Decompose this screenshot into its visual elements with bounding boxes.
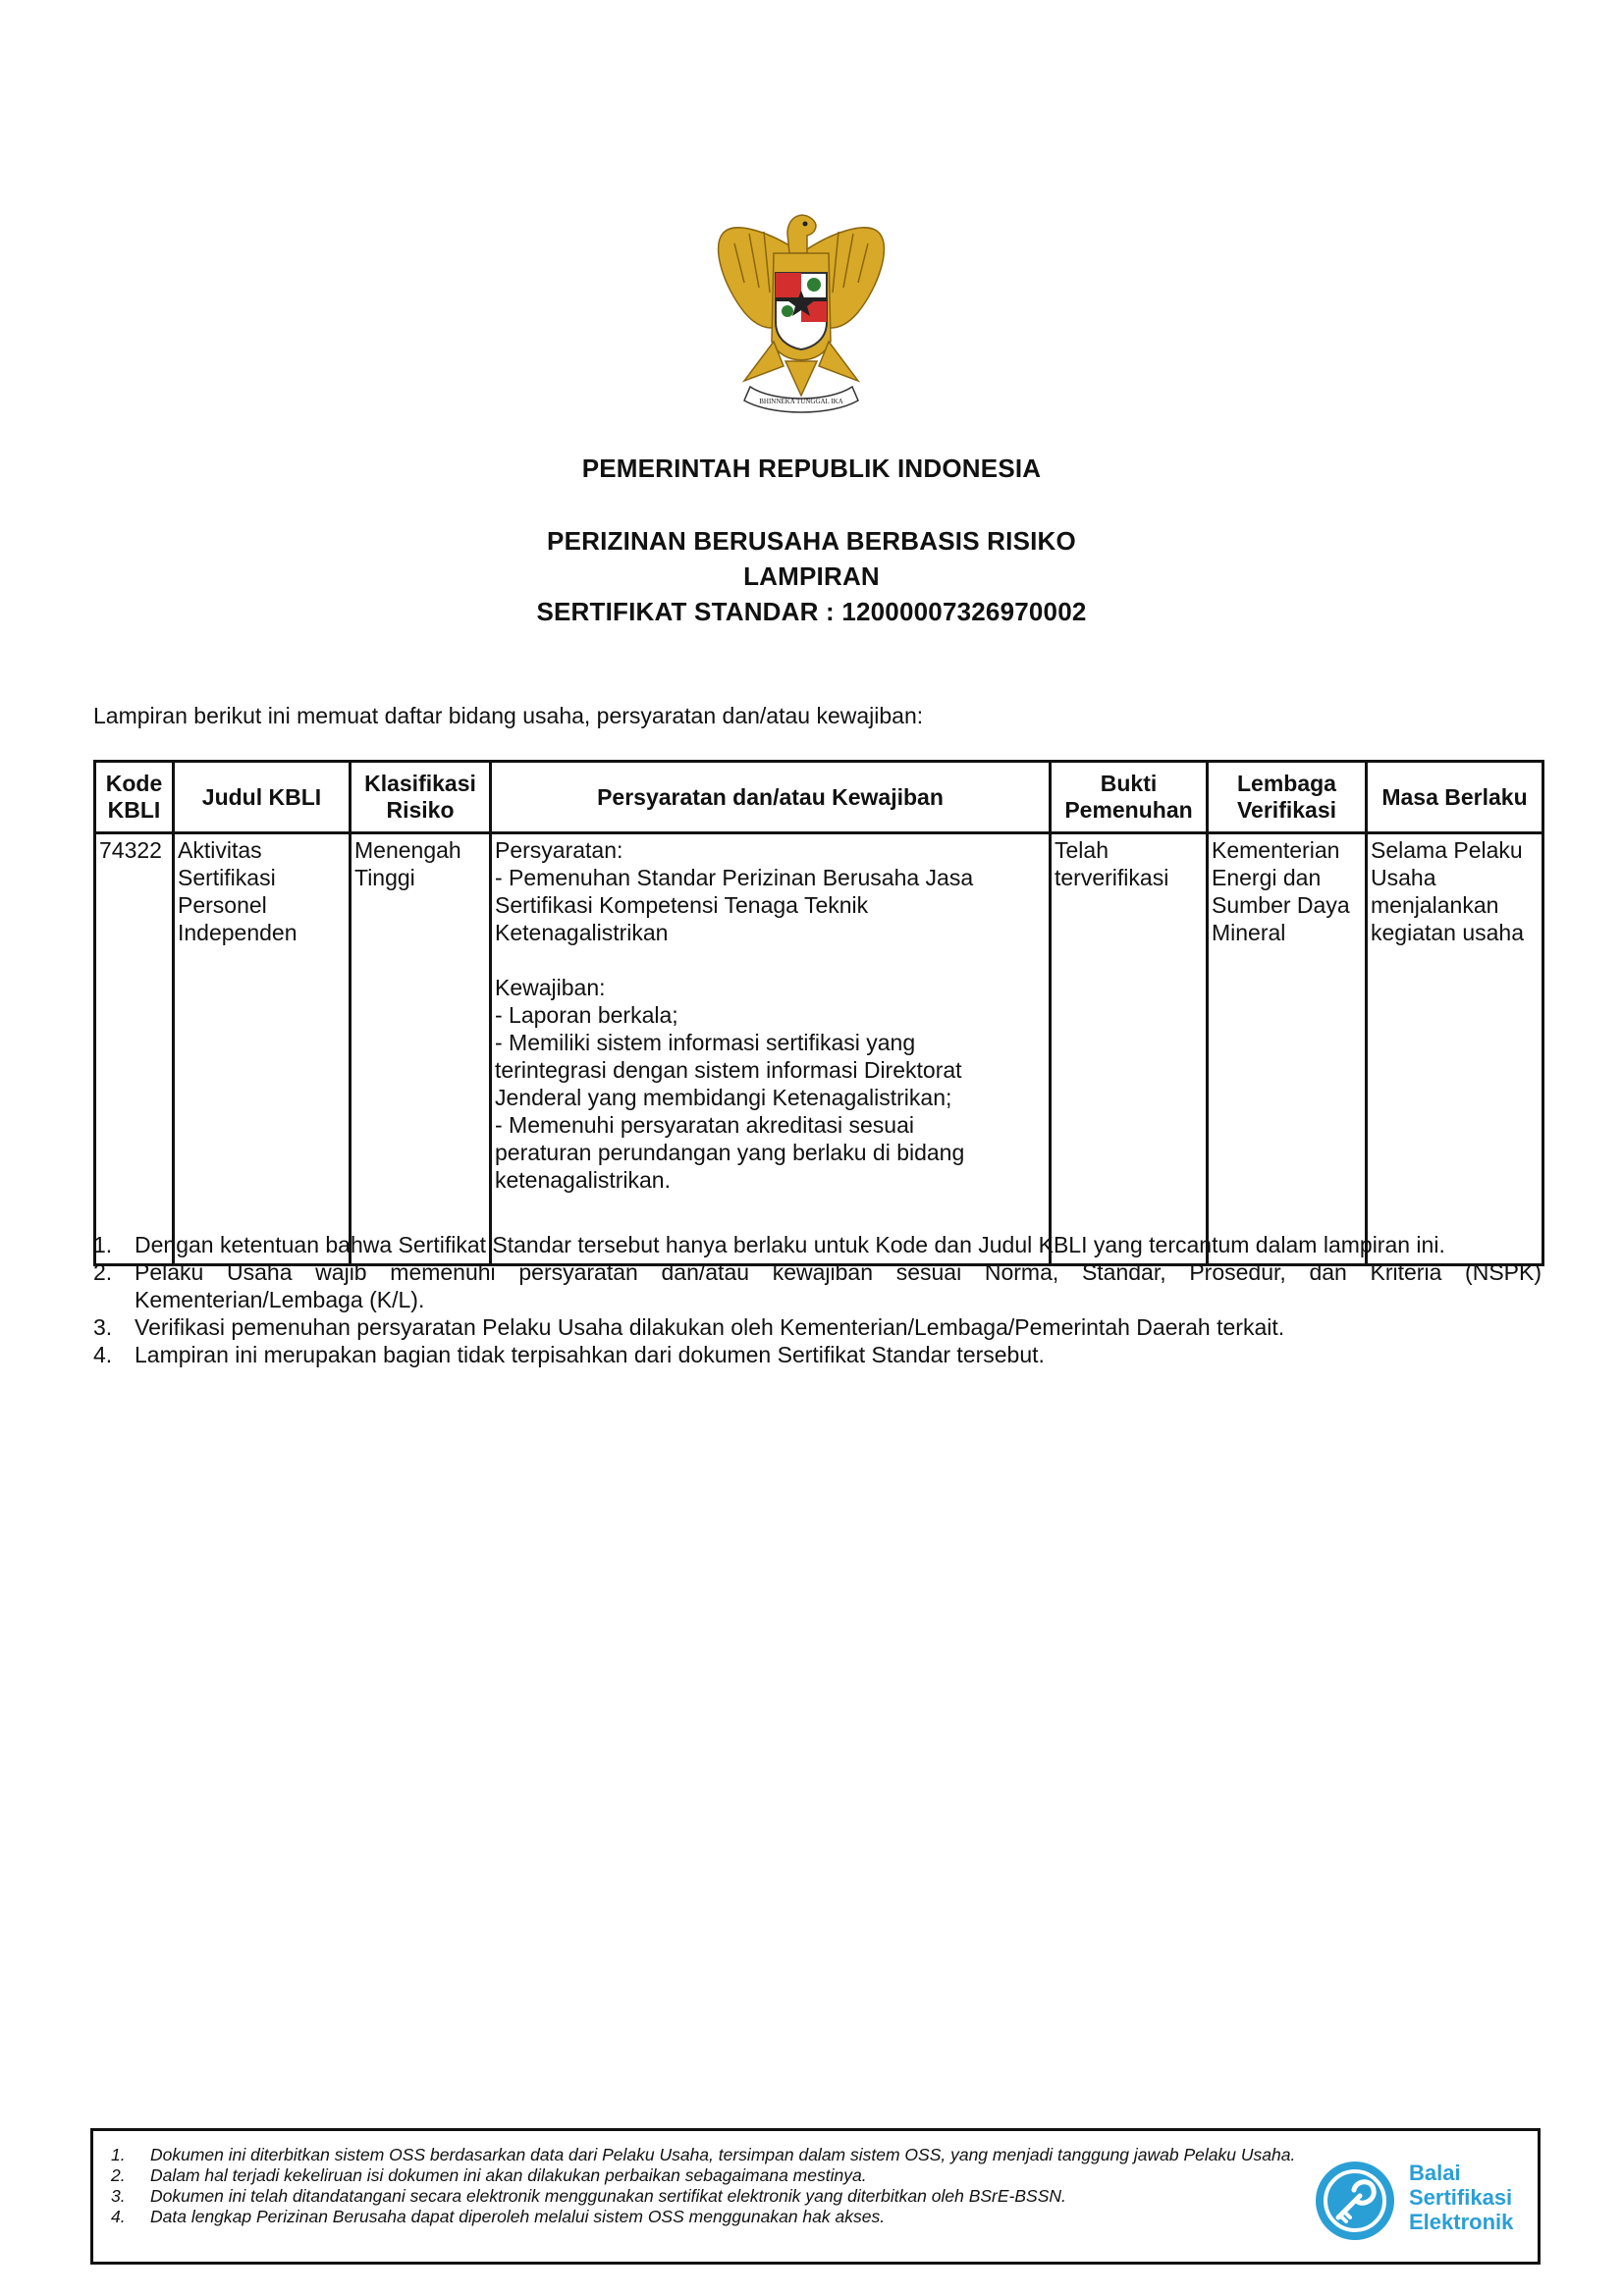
document-subtitle: LAMPIRAN xyxy=(743,561,880,591)
cell-line: Menengah xyxy=(354,837,461,863)
note-item: 1. Dengan ketentuan bahwa Sertifikat Standar tersebut hanya berlaku untuk Kode dan Judul KBLI yang tercantum dalam lampiran ini. xyxy=(93,1232,1445,1257)
header-bukti-pemenuhan: Bukti Pemenuhan xyxy=(1051,762,1208,833)
cell-persyaratan xyxy=(491,833,1051,1265)
cell-klasifikasi xyxy=(351,833,491,1265)
footer-item: 3. Dokumen ini telah ditandatangani secara elektronik menggunakan sertifikat elektronik yang diterbitkan oleh BSrE-BSSN. xyxy=(111,2186,1066,2206)
svg-text:BHINNEKA TUNGGAL IKA: BHINNEKA TUNGGAL IKA xyxy=(759,398,843,405)
cell-masa xyxy=(1367,833,1543,1265)
footer-disclaimer-box xyxy=(90,2128,1541,2265)
bsre-logo-text: Balai Sertifikasi Elektronik xyxy=(1409,2161,1514,2234)
cell-line: - Memenuhi persyaratan akreditasi sesuai xyxy=(495,1112,914,1138)
cell-line: Kewajiban: xyxy=(495,975,606,1000)
header-persyaratan: Persyaratan dan/atau Kewajiban xyxy=(491,762,1051,833)
cell-line: kegiatan usaha xyxy=(1371,920,1525,945)
footer-list xyxy=(111,2145,1319,2227)
bsre-key-icon xyxy=(1311,2157,1399,2245)
cell-lembaga xyxy=(1208,833,1367,1265)
government-title: PEMERINTAH REPUBLIK INDONESIA xyxy=(581,454,1042,483)
cell-kode: 74322 xyxy=(95,833,174,1265)
cell-line: Ketenagalistrikan xyxy=(495,920,669,945)
header-lembaga-verifikasi: Lembaga Verifikasi xyxy=(1208,762,1367,833)
kbli-table xyxy=(93,760,1544,1266)
cell-line: peraturan perundangan yang berlaku di bidang xyxy=(495,1140,965,1165)
cell-judul xyxy=(174,833,351,1265)
header-kode-kbli: Kode KBLI xyxy=(95,762,174,833)
cell-line: Tinggi xyxy=(354,865,415,890)
intro-text: Lampiran berikut ini memuat daftar bidang usaha, persyaratan dan/atau kewajiban: xyxy=(93,703,924,728)
cell-line: Usaha xyxy=(1371,865,1436,890)
bsre-logo xyxy=(1311,2157,1533,2245)
pancasila-shield xyxy=(776,273,827,349)
cell-line: Selama Pelaku xyxy=(1371,837,1523,863)
footer-item: 2. Dalam hal terjadi kekeliruan isi dokumen ini akan dilakukan perbaikan sebagaimana mestinya. xyxy=(111,2165,867,2185)
header-klasifikasi-risiko: Klasifikasi Risiko xyxy=(351,762,491,833)
cell-line: Persyaratan: xyxy=(495,837,623,863)
cell-line: Kementerian xyxy=(1212,837,1340,863)
header-judul-kbli: Judul KBLI xyxy=(174,762,351,833)
note-item: 4. Lampiran ini merupakan bagian tidak terpisahkan dari dokumen Sertifikat Standar tersebut. xyxy=(93,1342,1045,1367)
note-item: 3. Verifikasi pemenuhan persyaratan Pelaku Usaha dilakukan oleh Kementerian/Lembaga/Pemerintah Daerah terkait. xyxy=(93,1314,1285,1340)
table-header-row xyxy=(95,762,1543,833)
cell-line: terintegrasi dengan sistem informasi Direktorat xyxy=(495,1057,962,1083)
cell-line: terverifikasi xyxy=(1055,865,1169,890)
cell-line: Sertifikasi Kompetensi Tenaga Teknik xyxy=(495,892,869,918)
cell-line: Personel xyxy=(178,892,267,918)
cell-line: ketenagalistrikan. xyxy=(495,1167,671,1193)
note-item: 2. Pelaku Usaha wajib memenuhi persyaratan dan/atau kewajiban sesuai Norma, Standar, Prosedur, dan Kriteria (NSPK) Kementerian/Lembaga (K/L). xyxy=(93,1259,1542,1312)
footer-item: 4. Data lengkap Perizinan Berusaha dapat diperoleh melalui sistem OSS menggunakan hak akses. xyxy=(111,2207,886,2226)
cell-line: - Laporan berkala; xyxy=(495,1002,678,1028)
cell-line: Mineral xyxy=(1212,920,1286,945)
cell-bukti xyxy=(1051,833,1208,1265)
cell-line: Independen xyxy=(178,920,298,945)
cell-line: - Pemenuhan Standar Perizinan Berusaha Jasa xyxy=(495,865,974,890)
cell-line: Energi dan xyxy=(1212,865,1322,890)
cell-line: Telah xyxy=(1055,837,1109,863)
cell-line: menjalankan xyxy=(1371,892,1499,918)
cell-line: Sumber Daya xyxy=(1212,892,1350,918)
cell-line: - Memiliki sistem informasi sertifikasi yang xyxy=(495,1030,916,1055)
cell-line: Aktivitas xyxy=(178,837,262,863)
notes-list xyxy=(93,1231,1542,1368)
garuda-pancasila-emblem xyxy=(705,194,897,422)
table-row xyxy=(95,833,1543,1265)
cell-line: Jenderal yang membidangi Ketenagalistrikan; xyxy=(495,1085,952,1110)
cell-line: Sertifikasi xyxy=(178,865,276,890)
certificate-number: SERTIFIKAT STANDAR : 12000007326970002 xyxy=(536,597,1087,626)
footer-item: 1. Dokumen ini diterbitkan sistem OSS berdasarkan data dari Pelaku Usaha, tersimpan dalam sistem OSS, yang menjadi tanggung jawab Pelaku Usaha. xyxy=(111,2145,1296,2164)
header-masa-berlaku: Masa Berlaku xyxy=(1367,762,1543,833)
cell-line xyxy=(495,946,1047,974)
document-title: PERIZINAN BERUSAHA BERBASIS RISIKO xyxy=(547,526,1076,556)
